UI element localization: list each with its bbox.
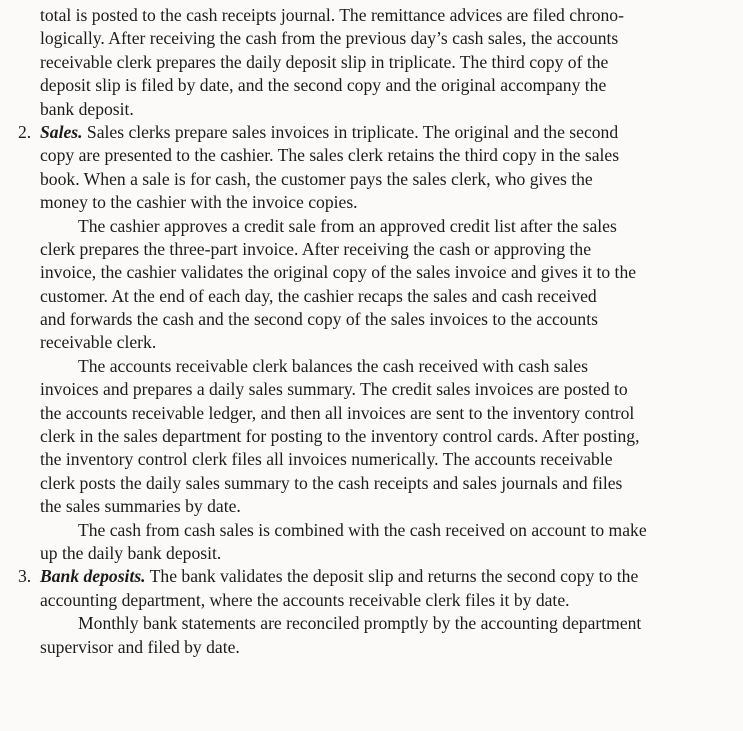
text-line: the sales summaries by date. xyxy=(40,496,241,517)
list-item-sales xyxy=(18,121,721,565)
text-line: supervisor and filed by date. xyxy=(40,636,240,657)
list-item-first-line xyxy=(18,121,721,144)
text-line: receivable clerk prepares the daily deposit slip in triplicate. The third copy of the xyxy=(40,51,609,72)
text-line: Monthly bank statements are reconciled promptly by the accounting department xyxy=(78,613,642,634)
paragraph xyxy=(18,215,721,355)
text-line: clerk prepares the three-part invoice. After receiving the cash or approving the xyxy=(40,238,592,259)
text-run: Sales clerks prepare sales invoices in triplicate. The original and the second xyxy=(82,121,619,142)
text-line: the accounts receivable ledger, and then all invoices are sent to the inventory control xyxy=(40,402,635,423)
text-line: customer. At the end of each day, the cashier recaps the sales and cash received xyxy=(40,285,597,306)
text-line: accounting department, where the accounts receivable clerk files it by date. xyxy=(40,589,570,610)
list-item-first-line xyxy=(18,565,721,588)
text-line: the inventory control clerk files all invoices numerically. The accounts receivable xyxy=(40,449,613,470)
text-line: clerk in the sales department for posting to the inventory control cards. After posting, xyxy=(40,426,640,447)
continuation-paragraph xyxy=(18,4,721,121)
list-heading: Sales. xyxy=(40,121,83,142)
text-line: up the daily bank deposit. xyxy=(40,542,222,563)
paragraph xyxy=(18,355,721,519)
text-line: receivable clerk. xyxy=(40,332,157,353)
text-line: deposit slip is filed by date, and the second copy and the original accompany the xyxy=(40,75,607,96)
text-run: The bank validates the deposit slip and returns the second copy to the xyxy=(145,566,639,587)
text-line: book. When a sale is for cash, the customer pays the sales clerk, who gives the xyxy=(40,168,593,189)
text-line: clerk posts the daily sales summary to the cash receipts and sales journals and files xyxy=(40,472,623,493)
paragraph xyxy=(18,519,721,566)
text-line: and forwards the cash and the second copy of the sales invoices to the accounts xyxy=(40,309,598,330)
paragraph xyxy=(18,612,721,659)
list-number: 2. xyxy=(18,121,32,142)
text-line: invoice, the cashier validates the original copy of the sales invoice and gives it to the xyxy=(40,262,637,283)
text-line: bank deposit. xyxy=(40,98,134,119)
list-item-bank-deposits xyxy=(18,565,721,659)
text-line: The accounts receivable clerk balances the cash received with cash sales xyxy=(78,355,588,376)
text-line: copy are presented to the cashier. The sales clerk retains the third copy in the sales xyxy=(40,145,620,166)
list-number: 3. xyxy=(18,566,32,587)
list-heading: Bank deposits. xyxy=(40,566,146,587)
text-line: total is posted to the cash receipts journal. The remittance advices are filed chrono- xyxy=(40,5,624,25)
text-line: invoices and prepares a daily sales summary. The credit sales invoices are posted to xyxy=(40,379,628,400)
text-line: The cash from cash sales is combined with the cash received on account to make xyxy=(78,519,647,540)
text-line: The cashier approves a credit sale from an approved credit list after the sales xyxy=(78,215,617,236)
text-line: logically. After receiving the cash from the previous day’s cash sales, the accounts xyxy=(40,28,619,49)
text-line: money to the cashier with the invoice copies. xyxy=(40,192,358,213)
